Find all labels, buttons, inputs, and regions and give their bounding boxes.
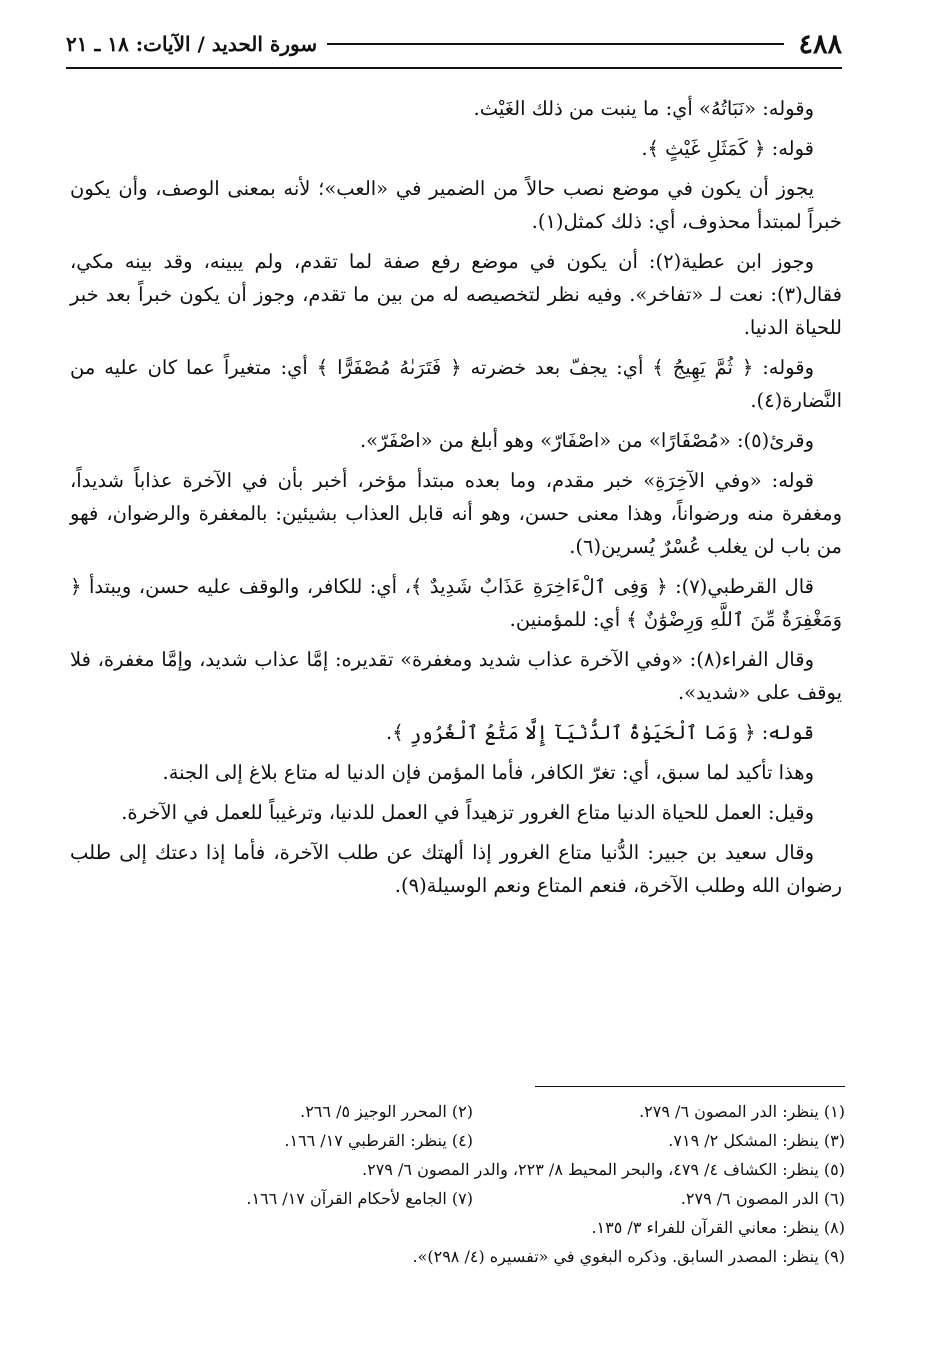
- paragraph: يجوز أن يكون في موضع نصب حالاً من الضمير في «العب»؛ لأنه بمعنى الوصف، وأن يكون خبراً لمبتدأ محذوف، أي: ذلك كمثل(١).: [70, 177, 842, 233]
- footnote-separator: [535, 1086, 845, 1087]
- footnotes: [100, 1097, 845, 1271]
- paragraph: وقوله: «نَبَاتُهُ» أي: ما ينبت من ذلك الغَيْث.: [473, 97, 814, 120]
- footnote-row: [100, 1242, 845, 1271]
- paragraph: وقرئ(٥): «مُصْفَارًا» من «اصْفَارّ» وهو أبلغ من «اصْفَرّ».: [359, 429, 814, 452]
- footnote-row: [100, 1155, 845, 1184]
- footnote: (٣) ينظر: المشكل ٢/ ٧١٩.: [668, 1131, 845, 1150]
- footnote: (٧) الجامع لأحكام القرآن ١٧/ ١٦٦.: [246, 1189, 473, 1208]
- paragraph: وقال الفراء(٨): «وفي الآخرة عذاب شديد ومغفرة» تقديره: إمَّا عذاب شديد، وإمَّا مغفرة، فلا يوقف على «شديد».: [70, 648, 842, 704]
- paragraph: قوله: ﴿ كَمَثَلِ غَيْثٍ ﴾.: [641, 137, 814, 160]
- footnote: (٢) المحرر الوجيز ٥/ ٢٦٦.: [300, 1102, 473, 1121]
- paragraph: وقيل: العمل للحياة الدنيا متاع الغرور تزهيداً في العمل للدنيا، وترغيباً للعمل في الآخرة.: [121, 801, 814, 824]
- header-dash-line: [327, 43, 784, 45]
- footnote: (٦) الدر المصون ٦/ ٢٧٩.: [680, 1189, 845, 1208]
- footnote: (١) ينظر: الدر المصون ٦/ ٢٧٩.: [639, 1102, 845, 1121]
- footnote-row: [100, 1184, 845, 1213]
- paragraph: قوله: ﴿ وَمَا ٱلْحَيَوٰةُ ٱلدُّنْيَآ إِلَّا مَتَٰعُ ٱلْغُرُورِ ﴾.: [386, 721, 814, 744]
- footnote-row: [100, 1126, 845, 1155]
- paragraph: وقوله: ﴿ ثُمَّ يَهِيجُ ﴾ أي: يجفّ بعد خضرته ﴿ فَتَرَىٰهُ مُصْفَرًّا ﴾ أي: متغيراً عما كان عليه من النَّضارة(٤).: [70, 356, 842, 412]
- running-header: [66, 20, 842, 68]
- header-rule: [66, 67, 842, 69]
- header-title: سورة الحديد / الآيات: ١٨ ـ ٢١: [66, 32, 318, 56]
- footnote: (٨) ينظر: معاني القرآن للفراء ٣/ ١٣٥.: [591, 1218, 845, 1237]
- footnote-row: [100, 1097, 845, 1126]
- paragraph: قوله: «وفي الآخِرَةِ» خبر مقدم، وما بعده مبتدأ مؤخر، أخبر بأن في الآخرة عذاباً شديداً، ومغفرة منه ورضواناً، وهذا معنى حسن، وهو أنه قابل العذاب بشيئين: بالمغفرة والرضوان، فهو من باب لن يغلب عُسْرٌ يُسرين(٦).: [70, 469, 842, 558]
- footnote: (٤) ينظر: القرطبي ١٧/ ١٦٦.: [284, 1131, 473, 1150]
- footnote-row: [100, 1213, 845, 1242]
- paragraph: وقال سعيد بن جبير: الدُّنيا متاع الغرور إذا ألهتك عن طلب الآخرة، فأما إذا دعتك إلى طلب رضوان الله وطلب الآخرة، فنعم المتاع ونعم الوسيلة(٩).: [70, 841, 842, 897]
- main-text: [70, 92, 842, 909]
- paragraph: وجوز ابن عطية(٢): أن يكون في موضع رفع صفة لما تقدم، ولم يبينه، وقد بينه مكي، فقال(٣): نعت لـ «تفاخر». وفيه نظر لتخصيصه له من بين ما تقدم، وجوز أن يكون خبراً بعد خبر للحياة الدنيا.: [70, 250, 842, 339]
- footnote: (٥) ينظر: الكشاف ٤/ ٤٧٩، والبحر المحيط ٨/ ٢٢٣، والدر المصون ٦/ ٢٧٩.: [362, 1160, 845, 1179]
- page-number: ٤٨٨: [798, 28, 842, 60]
- paragraph: وهذا تأكيد لما سبق، أي: تغرّ الكافر، فأما المؤمن فإن الدنيا له متاع بلاغ إلى الجنة.: [162, 761, 814, 784]
- paragraph: قال القرطبي(٧): ﴿ وَفِى ٱلْءَاخِرَةِ عَذَابٌ شَدِيدٌ ﴾، أي: للكافر، والوقف عليه حسن، ويبتدأ ﴿ وَمَغْفِرَةٌ مِّنَ ٱللَّهِ وَرِضْوَٰنٌ ﴾ أي: للمؤمنين.: [70, 575, 842, 631]
- footnote: (٩) ينظر: المصدر السابق. وذكره البغوي في «تفسيره (٤/ ٢٩٨)».: [412, 1247, 845, 1266]
